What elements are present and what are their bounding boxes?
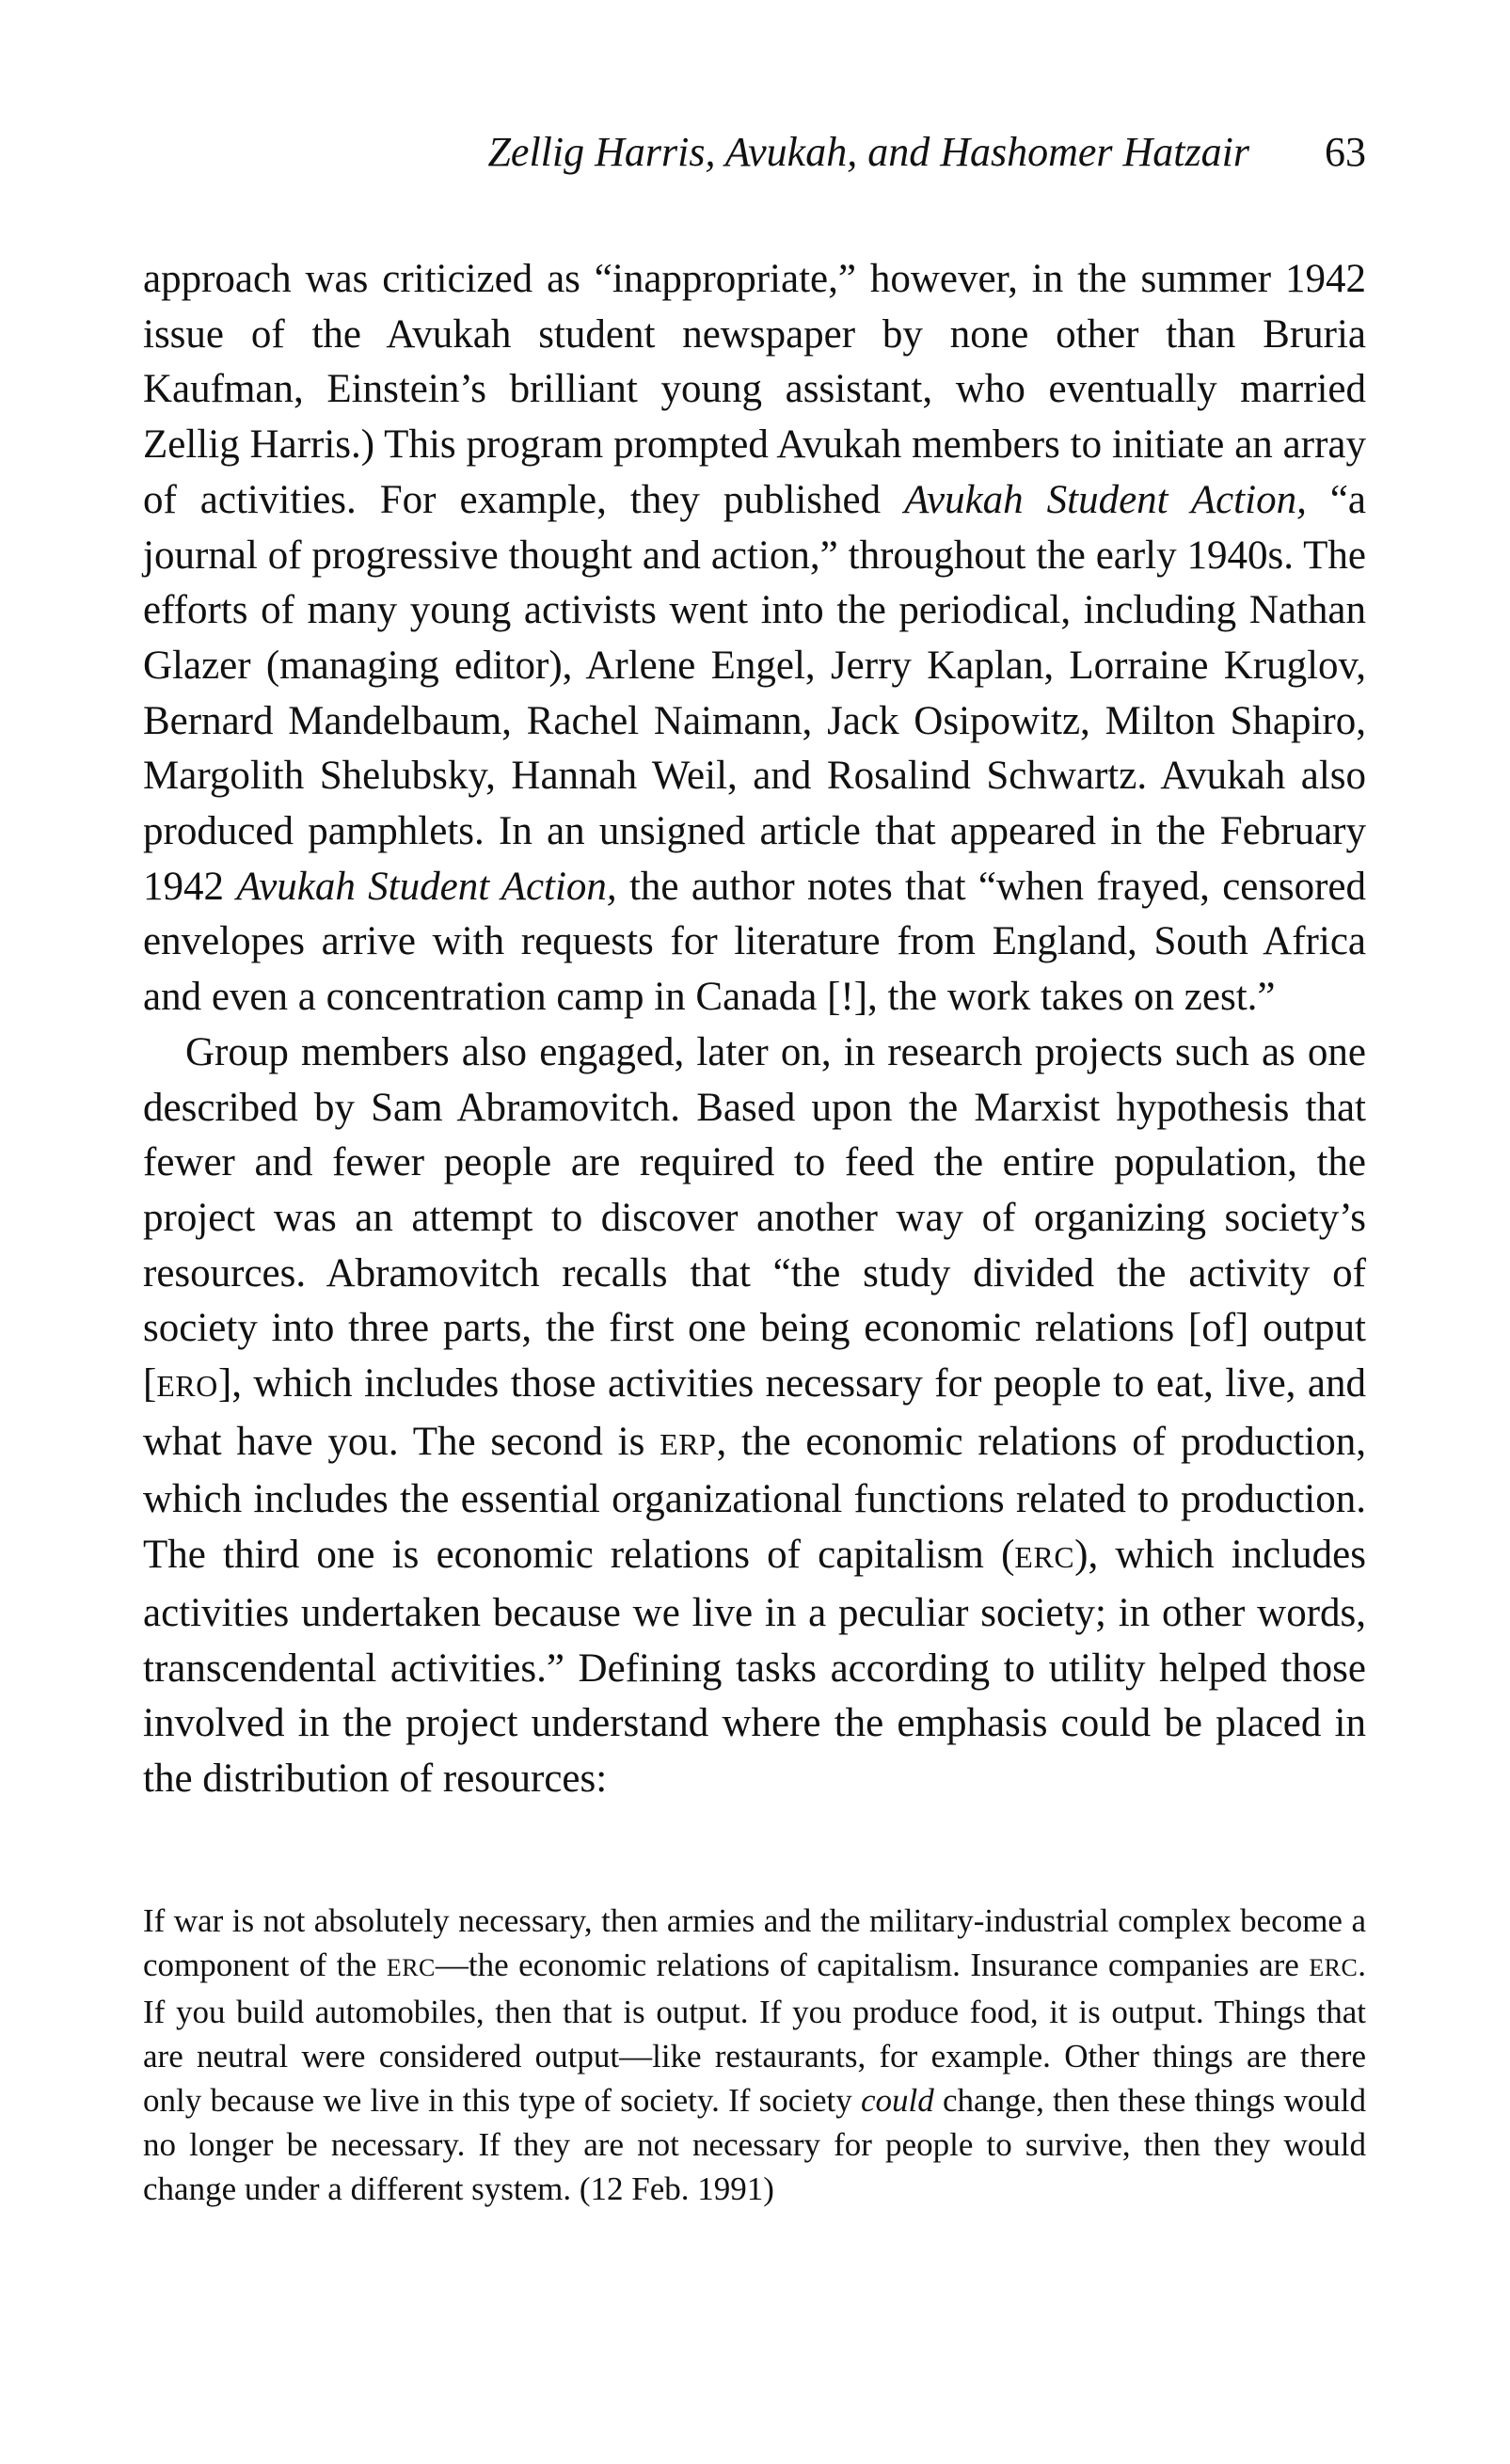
paragraph-2 [143, 1025, 1366, 1807]
abbreviation: ERC [1309, 1954, 1359, 1981]
paragraph-1-text-1: approach was criticized as “inappropriate,” however, in the summer 1942 issue of the Avukah student newspaper by none other than Bruria Kaufman, Einstein’s brilliant young assistant, who eventually married Zellig Harris.) This program prompted Avukah members to initiate an array of activities. For example, they published [143, 257, 1366, 522]
paragraph-2-text-3: , the economic relations of production, which includes the essential organizational functions related to production. The third one is economic relations of capitalism ( [143, 1419, 1366, 1578]
abbreviation: ERC [1014, 1541, 1075, 1575]
emphasis: could [861, 2082, 934, 2119]
paragraph-1-text-3: the author notes that “when frayed, censored envelopes arrive with requests for literature from England, South Africa and even a concentration camp in Canada [!], the work takes on zest.” [143, 864, 1367, 1020]
page-number: 63 [1325, 129, 1366, 175]
running-title: Zellig Harris, Avukah, and Hashomer Hatzair [487, 129, 1249, 175]
abbreviation: ERO [156, 1370, 218, 1404]
abbreviation: ERP [660, 1427, 717, 1461]
body-text [143, 252, 1366, 1807]
quote-text-2: —the economic relations of capitalism. Insurance companies are [435, 1947, 1310, 1983]
block-quote [143, 1899, 1366, 2211]
paragraph-2-text-4: ), which includes activities undertaken because we live in a peculiar society; in other words, transcendental activities.” Defining tasks according to utility helped those involved in the project understand where the emphasis could be placed in the distribution of resources: [143, 1533, 1366, 1801]
quote-text-4: change, then these things would no longer be necessary. If they are not necessary for people to survive, then they would change under a different system. (12 Feb. 1991) [143, 2082, 1366, 2207]
quote-text-3: . If you build automobiles, then that is output. If you produce food, it is output. Things that are neutral were considered output—like restaurants, for example. Other things are there only because we live in this type of society. If society [143, 1947, 1366, 2119]
periodical-title: Avukah Student Action, [236, 864, 617, 909]
paragraph-2-text-1: Group members also engaged, later on, in research projects such as one described by Sam Abramovitch. Based upon the Marxist hypothesis that fewer and fewer people are required to feed the entire population, the project was an attempt to discover another way of organizing society’s resources. Abramovitch recalls that “the study divided the activity of society into three parts, the first one being economic relations [of] output [ [143, 1029, 1366, 1407]
running-head [143, 128, 1366, 184]
abbreviation: ERC [386, 1954, 436, 1981]
paragraph-2-text-2: ], which includes those activities necessary for people to eat, live, and what have you. The second is [143, 1361, 1366, 1464]
paragraph-1 [143, 252, 1366, 1025]
paragraph-1-text-2: “a journal of progressive thought and action,” throughout the early 1940s. The efforts of many young activists went into the periodical, including Nathan Glazer (managing editor), Arlene Engel, Jerry Kaplan, Lorraine Kruglov, Bernard Mandelbaum, Rachel Naimann, Jack Osipowitz, Milton Shapiro, Margolith Shelubsky, Hannah Weil, and Rosalind Schwartz. Avukah also produced pamphlets. In an unsigned article that appeared in the February 1942 [143, 477, 1366, 909]
block-quote-paragraph [143, 1899, 1366, 2211]
quote-text-1: If war is not absolutely necessary, then armies and the military-industrial complex become a component of the [143, 1902, 1366, 1983]
periodical-title: Avukah Student Action, [904, 477, 1307, 522]
